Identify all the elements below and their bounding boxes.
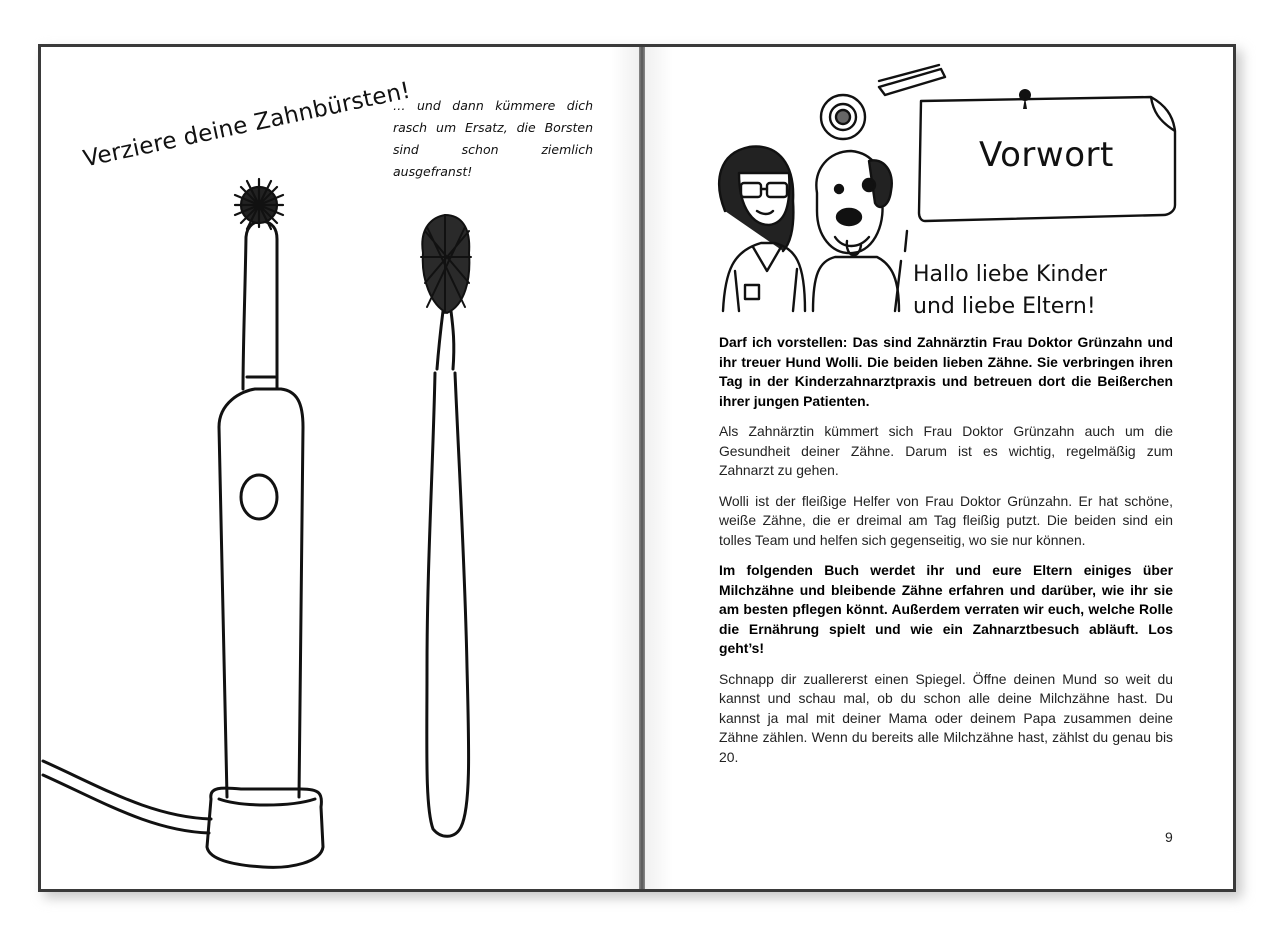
- greeting-line-2: und liebe Eltern!: [913, 294, 1096, 319]
- paragraph: Schnapp dir zuallererst einen Spiegel. Öffne deinen Mund so weit du kannst und schau mal, ob du schon alle deine Milchzähne hast. Du kannst ja mal mit deiner Mama oder deinem Papa zusammen deine Zähne zählen. Wenn du bereits alle Milchzähne hast, zählst du genau bis 20.: [719, 670, 1173, 765]
- page-heading: Vorwort: [979, 135, 1114, 175]
- open-book: [38, 44, 1236, 892]
- left-page-note: … und dann kümmere dich rasch um Ersatz, die Borsten sind schon ziemlich ausgefranst!: [393, 98, 593, 179]
- paragraph: Als Zahnärztin kümmert sich Frau Doktor Grünzahn auch um die Gesundheit deiner Zähne. Darum ist es wichtig, regelmäßig zum Zahnarzt zu gehen.: [719, 423, 1173, 478]
- right-page: [645, 47, 1233, 889]
- paragraph: Darf ich vorstellen: Das sind Zahnärztin Frau Doktor Grünzahn und ihr treuer Hund Wolli. Die beiden lieben Zähne. Sie verbringen ihren Tag in der Kinderzahnarztpraxis und betreuen dort die Beißerchen ihrer jungen Patienten.: [719, 334, 1173, 409]
- manual-toothbrush-illustration: [41, 47, 637, 889]
- paragraph: Wolli ist der fleißige Helfer von Frau Doktor Grünzahn. Er hat schöne, weiße Zähne, die er dreimal am Tag fleißig putzt. Die beiden sind ein tolles Team und helfen sich gegenseitig, wo sie nur können.: [719, 492, 1173, 548]
- body-text: [719, 333, 1173, 778]
- greeting-line-1: Hallo liebe Kinder: [913, 262, 1107, 287]
- greeting: [913, 259, 1107, 323]
- left-page-title: Verziere deine Zahnbürsten!: [81, 77, 413, 173]
- paragraph: Im folgenden Buch werdet ihr und eure Eltern einiges über Milchzähne und bleibende Zähne erfahren und darüber, wie ihr sie am besten pflegen könnt. Außerdem verraten wir euch, welche Rolle die Ernährung spielt und wie ein Zahnarztbesuch abläuft. Los geht’s!: [719, 562, 1173, 656]
- page-number: 9: [1165, 829, 1173, 845]
